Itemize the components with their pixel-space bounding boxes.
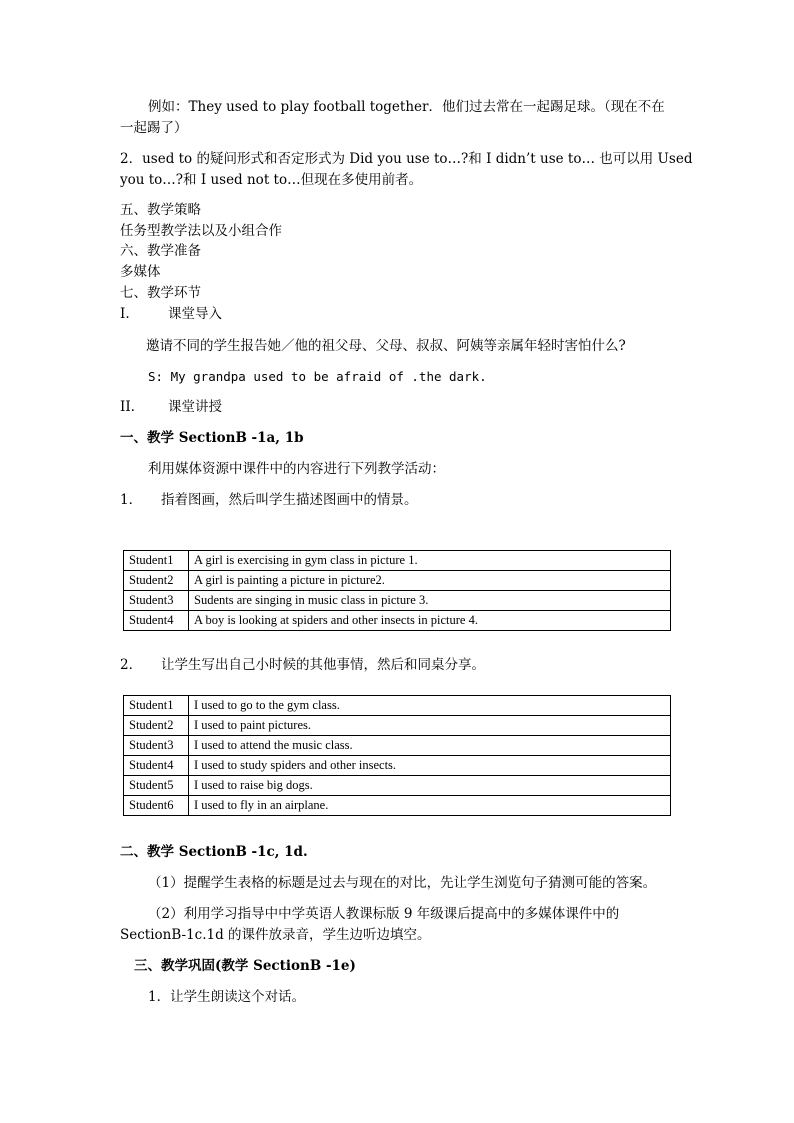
step-number: II. <box>120 399 135 415</box>
description-cell: Sudents are singing in music class in picture 3. <box>189 591 671 611</box>
description-cell: A boy is looking at spiders and other insects in picture 4. <box>189 611 671 631</box>
student-cell: Student2 <box>124 716 189 736</box>
section-heading-strategy: 五、教学策略 <box>120 202 201 218</box>
item-text: 让学生写出自己小时候的其他事情，然后和同桌分享。 <box>161 657 485 673</box>
activity-cell: I used to paint pictures. <box>189 716 671 736</box>
activity-intro: 利用媒体资源中课件中的内容进行下列教学活动： <box>148 461 445 477</box>
subsection-heading-1: 一、教学 SectionB -1a, 1b <box>120 430 304 446</box>
table-row <box>124 776 671 796</box>
step-2-text-cont: SectionB-1c.1d 的课件放录音，学生边听边填空。 <box>120 927 431 943</box>
preparation-text: 多媒体 <box>120 264 161 280</box>
step-number: I. <box>120 306 130 322</box>
table-row <box>124 756 671 776</box>
example-line-cont: 一起踢了） <box>120 120 188 136</box>
student-cell: Student3 <box>124 591 189 611</box>
student-cell: Student1 <box>124 551 189 571</box>
section-heading-procedure: 七、教学环节 <box>120 285 201 301</box>
description-cell: A girl is exercising in gym class in picture 1. <box>189 551 671 571</box>
table-row <box>124 796 671 816</box>
usage-note-line-cont: you to…?和 I used not to…但现在多使用前者。 <box>120 172 423 188</box>
item-text: 指着图画，然后叫学生描述图画中的情景。 <box>161 492 418 508</box>
step-title-intro: 课堂导入 <box>168 306 222 322</box>
subsection-heading-3: 三、教学巩固(教学 SectionB -1e) <box>134 958 356 974</box>
table-row <box>124 591 671 611</box>
student-cell: Student6 <box>124 796 189 816</box>
activity-cell: I used to fly in an airplane. <box>189 796 671 816</box>
activity-cell: I used to study spiders and other insects. <box>189 756 671 776</box>
step-2-text: （2）利用学习指导中中学英语人教课标版 9 年级课后提高中的多媒体课件中的 <box>148 906 620 922</box>
student-cell: Student4 <box>124 756 189 776</box>
activity-cell: I used to attend the music class. <box>189 736 671 756</box>
table-row <box>124 696 671 716</box>
consolidation-step-1: 1．让学生朗读这个对话。 <box>148 989 306 1005</box>
usage-note-line: 2．used to 的疑问形式和否定形式为 Did you use to…?和 I didn’t use to… 也可以用 Used <box>120 151 693 167</box>
table-row <box>124 716 671 736</box>
childhood-activities-table <box>123 695 671 816</box>
item-number: 2． <box>120 657 143 673</box>
table-row <box>124 736 671 756</box>
description-cell: A girl is painting a picture in picture2. <box>189 571 671 591</box>
subsection-heading-2: 二、教学 SectionB -1c, 1d. <box>120 844 308 860</box>
student-cell: Student3 <box>124 736 189 756</box>
strategy-text: 任务型教学法以及小组合作 <box>120 223 282 239</box>
table-row <box>124 551 671 571</box>
step-title-lecture: 课堂讲授 <box>168 399 222 415</box>
item-number: 1． <box>120 492 143 508</box>
example-line: 例如：They used to play football together．他们过去常在一起踢足球。（现在不在 <box>148 99 665 115</box>
student-cell: Student1 <box>124 696 189 716</box>
step-1-text: （1）提醒学生表格的标题是过去与现在的对比，先让学生浏览句子猜测可能的答案。 <box>148 875 657 891</box>
student-cell: Student2 <box>124 571 189 591</box>
intro-instruction: 邀请不同的学生报告她／他的祖父母、父母、叔叔、阿姨等亲属年轻时害怕什么? <box>146 338 626 354</box>
student-cell: Student5 <box>124 776 189 796</box>
table-row <box>124 571 671 591</box>
activity-cell: I used to go to the gym class. <box>189 696 671 716</box>
activity-cell: I used to raise big dogs. <box>189 776 671 796</box>
section-heading-preparation: 六、教学准备 <box>120 243 201 259</box>
student-cell: Student4 <box>124 611 189 631</box>
picture-description-table <box>123 550 671 631</box>
sample-answer: S: My grandpa used to be afraid of .the dark. <box>148 369 487 384</box>
table-row <box>124 611 671 631</box>
